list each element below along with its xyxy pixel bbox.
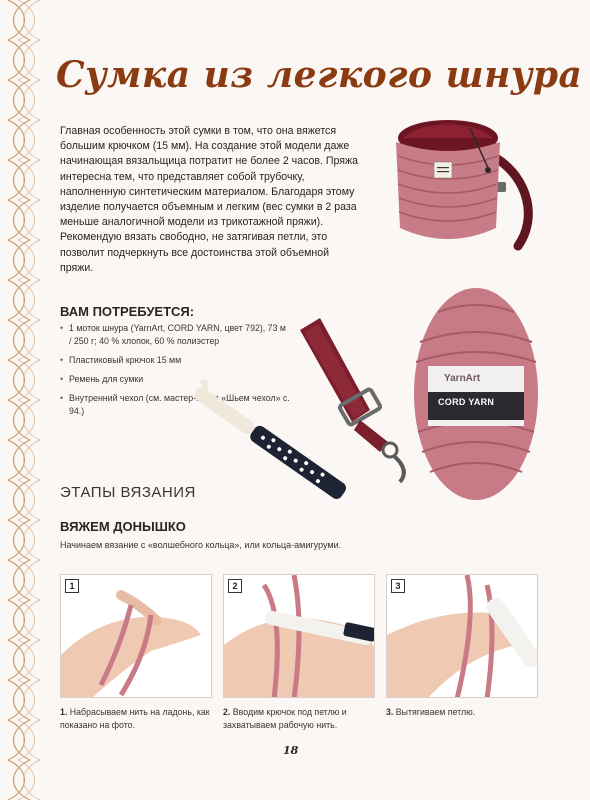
- needs-item: • Внутренний чехол (см. мастер-класс «Шьем чехол» с. 94.): [60, 392, 290, 418]
- hand-hook-icon: [224, 575, 375, 698]
- stages-heading: ЭТАПЫ ВЯЗАНИЯ: [60, 484, 196, 501]
- step-caption-3: [386, 706, 546, 719]
- step-number: 2: [228, 579, 242, 593]
- step-caption-text: Набрасываем нить на ладонь, как показано на фото.: [60, 707, 210, 730]
- yarn-label-brand: YarnArt: [444, 373, 481, 384]
- hand-yarn-icon: [61, 575, 212, 698]
- yarn-label-product: CORD YARN: [438, 397, 495, 407]
- needs-item: • Пластиковый крючок 15 мм: [60, 354, 290, 367]
- bottom-heading: ВЯЖЕМ ДОНЫШКО: [60, 519, 186, 534]
- step-caption-number: 1.: [60, 707, 68, 717]
- page-title: Сумка из легкого шнура: [56, 54, 583, 96]
- yarn-ball-photo: [408, 282, 544, 506]
- bag-photo: [378, 108, 538, 258]
- step-number: 1: [65, 579, 79, 593]
- step-photo-1: [60, 574, 212, 698]
- step-caption-text: Вытягиваем петлю.: [395, 707, 476, 717]
- step-photo-3: [386, 574, 538, 698]
- decorative-border: [0, 0, 52, 800]
- needs-item: • 1 моток шнура (YarnArt, CORD YARN, цвет 792), 73 м / 250 г; 40 % хлопок, 60 % полиэстер: [60, 322, 290, 348]
- needs-item: • Ремень для сумки: [60, 373, 290, 386]
- hand-loop-icon: [387, 575, 538, 698]
- intro-paragraph: Главная особенность этой сумки в том, что она вяжется большим крючком (15 мм). На создание этой модели даже начинающая вязальщица потратит не более 2 часов. Пряжа интересна тем, что представляет собой трубочку, наполненную синтетическим материалом. Благодаря этому изделие получается объемным и легким (вес сумки в 2 раза меньше аналогичной модели из трикотажной пряжи). Рекомендую вязать свободно, не затягивая петли, это позволит подчеркнуть все достоинства этой объемной пряжи.: [60, 125, 359, 274]
- step-caption-2: [223, 706, 373, 731]
- bottom-text: Начинаем вязание с «волшебного кольца», или кольца-амигуруми.: [60, 540, 342, 550]
- step-photo-2: [223, 574, 375, 698]
- step-caption-1: [60, 706, 220, 731]
- needs-heading: ВАМ ПОТРЕБУЕТСЯ:: [60, 304, 195, 319]
- step-caption-text: Вводим крючок под петлю и захватываем рабочую нить.: [223, 707, 347, 730]
- step-caption-number: 2.: [223, 707, 231, 717]
- page-number: 18: [283, 744, 299, 757]
- step-number: 3: [391, 579, 405, 593]
- step-caption-number: 3.: [386, 707, 394, 717]
- strap-photo: [290, 310, 420, 490]
